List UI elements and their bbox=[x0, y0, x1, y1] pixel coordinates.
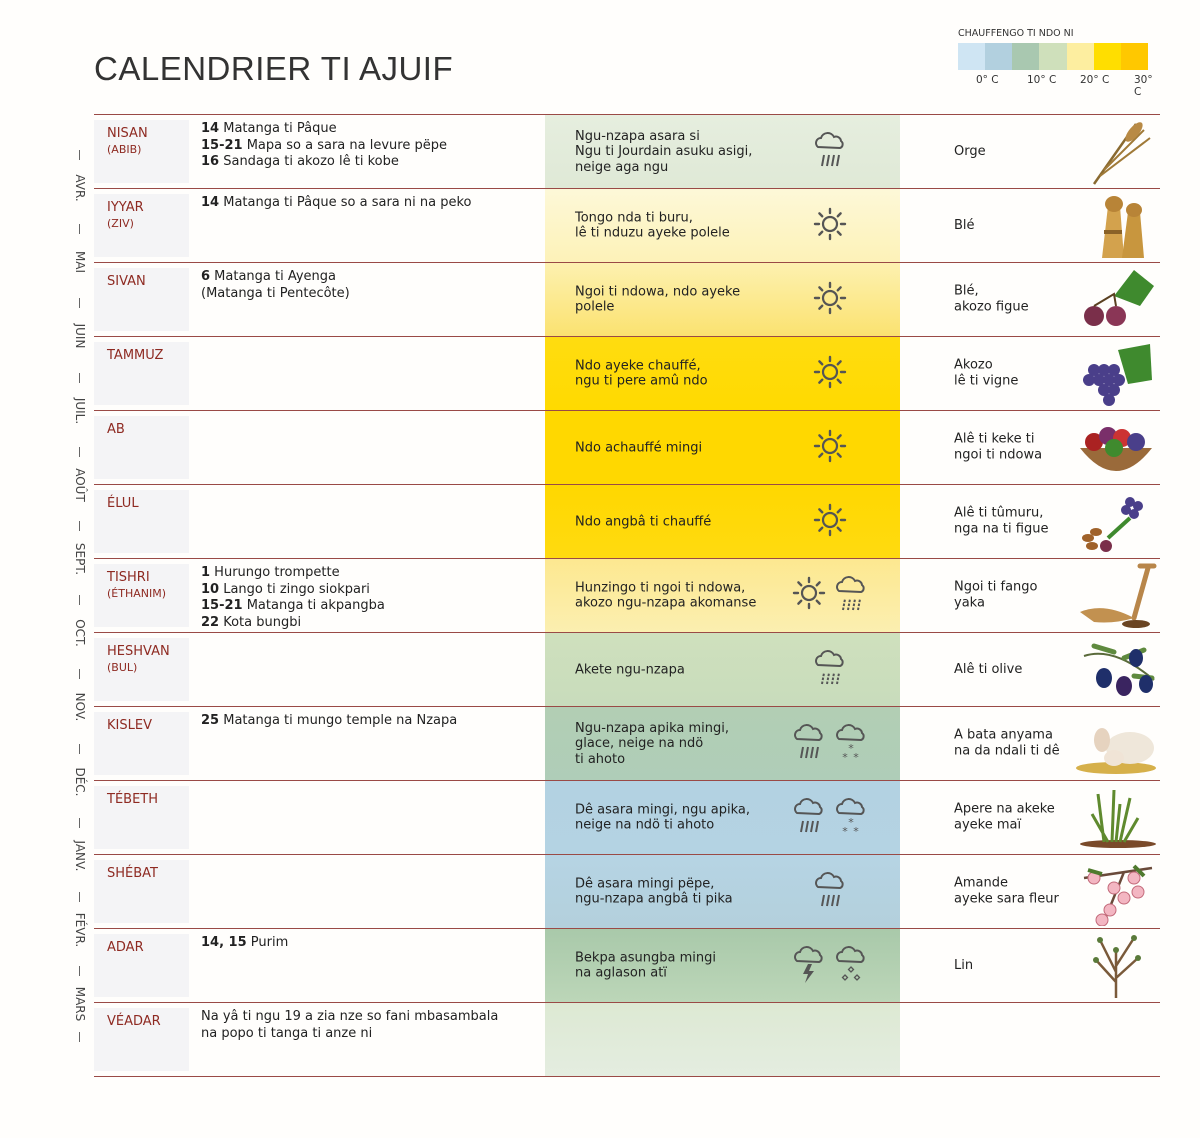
almond-blossom-icon bbox=[1074, 858, 1158, 926]
weather-icons bbox=[775, 944, 885, 988]
month-cell bbox=[94, 712, 189, 775]
gregorian-month: FÉVR. bbox=[73, 912, 87, 948]
gregorian-month: OCT. bbox=[73, 619, 87, 647]
weather-text: Ndo achauffé mingi bbox=[575, 439, 703, 455]
legend-tick: 20° C bbox=[1080, 74, 1110, 86]
sun-icon bbox=[811, 427, 849, 469]
weather-icons bbox=[775, 870, 885, 914]
event-day: 6 bbox=[201, 269, 211, 284]
gregorian-month: AVR. bbox=[73, 174, 87, 202]
hebrew-month-name: VÉADAR bbox=[107, 1014, 161, 1029]
month-cell bbox=[94, 490, 189, 553]
barley-icon bbox=[1074, 118, 1158, 186]
event-text: Matanga ti Ayenga bbox=[210, 269, 337, 284]
month-cell bbox=[94, 120, 189, 183]
weather-icons bbox=[775, 648, 885, 692]
sheep-icon bbox=[1074, 710, 1158, 778]
table-row bbox=[94, 114, 1160, 188]
weather-text: Ngu-nzapa asara si Ngu ti Jourdain asuku asigi, neige aga ngu bbox=[575, 128, 753, 175]
weather-cell bbox=[545, 115, 900, 188]
hebrew-month-name: SIVAN bbox=[107, 274, 146, 289]
hail-icon bbox=[832, 944, 870, 988]
dates-figs-icon bbox=[1074, 488, 1158, 556]
event-item bbox=[201, 935, 501, 952]
legend-swatch bbox=[985, 43, 1012, 70]
event-text: Mapa so a sara na levure pëpe bbox=[242, 137, 447, 153]
event-day: 14 bbox=[201, 195, 220, 210]
storm-icon bbox=[790, 944, 828, 988]
weather-text: Ngu-nzapa apika mingi, glace, neige na ndö ti ahoto bbox=[575, 720, 730, 767]
event-text: Matanga ti akpangba bbox=[242, 598, 385, 613]
hebrew-month-alt-name: (ABIB) bbox=[107, 143, 142, 156]
weather-text: Dê asara mingi pëpe, ngu-nzapa angbâ ti pika bbox=[575, 876, 733, 907]
events-list bbox=[201, 1009, 501, 1042]
hebrew-month-alt-name: (ZIV) bbox=[107, 217, 134, 230]
weather-icons bbox=[775, 501, 885, 543]
grass-icon bbox=[1074, 784, 1158, 852]
page-title: CALENDRIER TI AJUIF bbox=[94, 50, 454, 87]
produce-text: Ngoi ti fango yaka bbox=[954, 579, 1038, 611]
weather-cell bbox=[545, 929, 900, 1002]
table-row bbox=[94, 780, 1160, 854]
event-item bbox=[201, 286, 501, 303]
snow-icon bbox=[832, 722, 870, 766]
gregorian-month: DÉC. bbox=[73, 767, 87, 797]
weather-icons bbox=[775, 130, 885, 174]
legend-tick: 30° C bbox=[1134, 74, 1153, 98]
month-cell bbox=[94, 638, 189, 701]
drizzle-icon bbox=[811, 648, 849, 692]
event-text: Hurungo trompette bbox=[210, 565, 340, 580]
plow-icon bbox=[1074, 562, 1158, 630]
produce-text: Alê ti olive bbox=[954, 661, 1023, 677]
produce-text: Alê ti tûmuru, nga na ti figue bbox=[954, 505, 1049, 537]
rain-icon bbox=[790, 796, 828, 840]
legend-swatch bbox=[1094, 43, 1121, 70]
event-text: Na yâ ti ngu 19 a zia nze so fani mbasambala na popo ti tanga ti anze ni bbox=[201, 1009, 499, 1041]
event-item bbox=[201, 138, 501, 155]
month-cell bbox=[94, 934, 189, 997]
gregorian-month: MAI bbox=[73, 251, 87, 274]
event-day: 22 bbox=[201, 614, 220, 630]
events-list bbox=[201, 565, 501, 631]
fruit-basket-icon bbox=[1074, 414, 1158, 482]
event-day: 10 bbox=[201, 581, 220, 597]
weather-cell bbox=[545, 189, 900, 262]
table-row bbox=[94, 336, 1160, 410]
hebrew-month-name: SHÉBAT bbox=[107, 866, 158, 881]
svg-text:*: * bbox=[848, 741, 854, 755]
legend-color-bar bbox=[958, 43, 1148, 70]
event-item bbox=[201, 713, 501, 730]
event-day: 15-21 bbox=[201, 137, 243, 153]
legend-tick: 10° C bbox=[1027, 74, 1057, 86]
weather-cell bbox=[545, 559, 900, 632]
event-item bbox=[201, 154, 501, 171]
calendar-table bbox=[94, 114, 1160, 1077]
weather-text: Akete ngu-nzapa bbox=[575, 661, 685, 677]
legend-ticks bbox=[958, 70, 1153, 98]
svg-text:*: * bbox=[853, 824, 859, 836]
weather-text: Hunzingo ti ngoi ti ndowa, akozo ngu-nzapa akomanse bbox=[575, 580, 757, 611]
weather-cell bbox=[545, 707, 900, 780]
temperature-legend bbox=[958, 28, 1153, 98]
grapes-icon bbox=[1074, 340, 1158, 408]
gregorian-month: MARS bbox=[73, 986, 87, 1022]
month-cell bbox=[94, 342, 189, 405]
gregorian-month: JANV. bbox=[73, 840, 87, 872]
weather-text: Ndo angbâ ti chauffé bbox=[575, 513, 712, 529]
event-text: Matanga ti Pâque bbox=[219, 121, 337, 136]
table-row bbox=[94, 854, 1160, 928]
produce-text: Amande ayeke sara fleur bbox=[954, 875, 1059, 907]
event-text: (Matanga ti Pentecôte) bbox=[201, 285, 350, 301]
event-item bbox=[201, 121, 501, 138]
produce-text: Blé, akozo figue bbox=[954, 283, 1029, 315]
event-item bbox=[201, 195, 501, 212]
month-cell bbox=[94, 268, 189, 331]
figs-icon bbox=[1074, 266, 1158, 334]
event-text: Matanga ti Pâque so a sara ni na peko bbox=[219, 195, 472, 210]
legend-title: CHAUFFENGO TI NDO NI bbox=[958, 28, 1074, 39]
hebrew-month-name: ÉLUL bbox=[107, 496, 139, 511]
rain-icon bbox=[811, 870, 849, 914]
svg-text:*: * bbox=[842, 824, 848, 836]
weather-cell bbox=[545, 411, 900, 484]
table-row bbox=[94, 410, 1160, 484]
weather-icons bbox=[775, 353, 885, 395]
events-list bbox=[201, 713, 501, 730]
event-day: 1 bbox=[201, 565, 211, 580]
legend-tick: 0° C bbox=[976, 74, 999, 86]
weather-cell bbox=[545, 633, 900, 706]
hebrew-month-name: ADAR bbox=[107, 940, 144, 955]
weather-text: Dê asara mingi, ngu apika, neige na ndö ti ahoto bbox=[575, 802, 751, 833]
sun-icon bbox=[811, 205, 849, 247]
svg-text:*: * bbox=[853, 750, 859, 762]
event-text: Lango ti zingo siokpari bbox=[219, 581, 370, 597]
event-day: 15-21 bbox=[201, 598, 243, 613]
month-cell bbox=[94, 194, 189, 257]
hebrew-month-name: TAMMUZ bbox=[107, 348, 164, 363]
flax-icon bbox=[1074, 932, 1158, 1000]
produce-text: Apere na akeke ayeke maï bbox=[954, 801, 1055, 833]
produce-text: Alê ti keke ti ngoi ti ndowa bbox=[954, 431, 1043, 463]
weather-cell bbox=[545, 337, 900, 410]
weather-icons bbox=[775, 427, 885, 469]
drizzle-icon bbox=[832, 574, 870, 618]
sun-icon bbox=[811, 353, 849, 395]
event-item bbox=[201, 582, 501, 599]
hebrew-month-name: HESHVAN bbox=[107, 644, 170, 659]
hebrew-month-alt-name: (ÉTHANIM) bbox=[107, 587, 167, 600]
event-item bbox=[201, 1009, 501, 1042]
month-cell bbox=[94, 860, 189, 923]
event-text: Sandaga ti akozo lê ti kobe bbox=[219, 154, 399, 169]
rain-icon bbox=[811, 130, 849, 174]
table-row bbox=[94, 706, 1160, 780]
table-row bbox=[94, 558, 1160, 632]
hebrew-month-name: TÉBETH bbox=[107, 792, 159, 807]
event-text: Kota bungbi bbox=[219, 614, 302, 630]
legend-swatch bbox=[1067, 43, 1094, 70]
weather-cell bbox=[545, 1003, 900, 1076]
hebrew-month-name: KISLEV bbox=[107, 718, 152, 733]
sun-icon bbox=[790, 574, 828, 618]
table-row bbox=[94, 188, 1160, 262]
produce-text: Akozo lê ti vigne bbox=[954, 357, 1019, 389]
weather-cell bbox=[545, 485, 900, 558]
hebrew-month-name: IYYAR bbox=[107, 200, 144, 215]
produce-text: A bata anyama na da ndali ti dê bbox=[954, 727, 1060, 759]
weather-cell bbox=[545, 781, 900, 854]
event-day: 14 bbox=[201, 121, 220, 136]
weather-text: Ndo ayeke chauffé, ngu ti pere amû ndo bbox=[575, 358, 708, 389]
weather-text: Tongo nda ti buru, lê ti nduzu ayeke polele bbox=[575, 210, 730, 241]
events-list bbox=[201, 121, 501, 171]
event-day: 16 bbox=[201, 154, 220, 169]
legend-swatch bbox=[1039, 43, 1066, 70]
gregorian-month: AOÛT bbox=[73, 468, 87, 502]
hebrew-month-name: AB bbox=[107, 422, 125, 437]
weather-icons bbox=[775, 574, 885, 618]
event-item bbox=[201, 565, 501, 582]
produce-text: Orge bbox=[954, 143, 986, 159]
svg-text:*: * bbox=[848, 815, 854, 829]
event-item bbox=[201, 269, 501, 286]
produce-text: Blé bbox=[954, 217, 975, 233]
weather-text: Ngoi ti ndowa, ndo ayeke polele bbox=[575, 284, 741, 315]
weather-cell bbox=[545, 263, 900, 336]
events-list bbox=[201, 195, 501, 212]
month-cell bbox=[94, 416, 189, 479]
events-list bbox=[201, 269, 501, 302]
month-cell bbox=[94, 786, 189, 849]
weather-text: Bekpa asungba mingi na aglason atï bbox=[575, 950, 716, 981]
event-day: 14, 15 bbox=[201, 935, 247, 950]
snow-icon bbox=[832, 796, 870, 840]
olives-icon bbox=[1074, 636, 1158, 704]
legend-swatch bbox=[1121, 43, 1148, 70]
table-row bbox=[94, 928, 1160, 1002]
sun-icon bbox=[811, 279, 849, 321]
legend-swatch bbox=[958, 43, 985, 70]
event-text: Matanga ti mungo temple na Nzapa bbox=[219, 713, 458, 728]
weather-icons bbox=[775, 722, 885, 766]
hebrew-month-name: TISHRI bbox=[107, 570, 150, 585]
weather-cell bbox=[545, 855, 900, 928]
month-cell bbox=[94, 564, 189, 627]
events-list bbox=[201, 935, 501, 952]
axis-tick bbox=[79, 1032, 80, 1042]
wheat-icon bbox=[1074, 192, 1158, 260]
table-row bbox=[94, 1002, 1160, 1077]
gregorian-month: SEPT. bbox=[73, 542, 87, 576]
gregorian-month: JUIL. bbox=[73, 397, 87, 424]
gregorian-month: JUIN bbox=[73, 323, 87, 349]
hebrew-month-name: NISAN bbox=[107, 126, 148, 141]
event-day: 25 bbox=[201, 713, 220, 728]
svg-text:*: * bbox=[842, 750, 848, 762]
produce-text: Lin bbox=[954, 957, 974, 973]
month-cell bbox=[94, 1008, 189, 1071]
weather-icons bbox=[775, 796, 885, 840]
sun-icon bbox=[811, 501, 849, 543]
table-row bbox=[94, 484, 1160, 558]
weather-icons bbox=[775, 205, 885, 247]
rain-icon bbox=[790, 722, 828, 766]
event-text: Purim bbox=[246, 935, 289, 950]
event-item bbox=[201, 598, 501, 615]
gregorian-month: NOV. bbox=[73, 693, 87, 722]
hebrew-month-alt-name: (BUL) bbox=[107, 661, 138, 674]
table-row bbox=[94, 262, 1160, 336]
table-row bbox=[94, 632, 1160, 706]
weather-icons bbox=[775, 279, 885, 321]
legend-swatch bbox=[1012, 43, 1039, 70]
event-item bbox=[201, 615, 501, 632]
